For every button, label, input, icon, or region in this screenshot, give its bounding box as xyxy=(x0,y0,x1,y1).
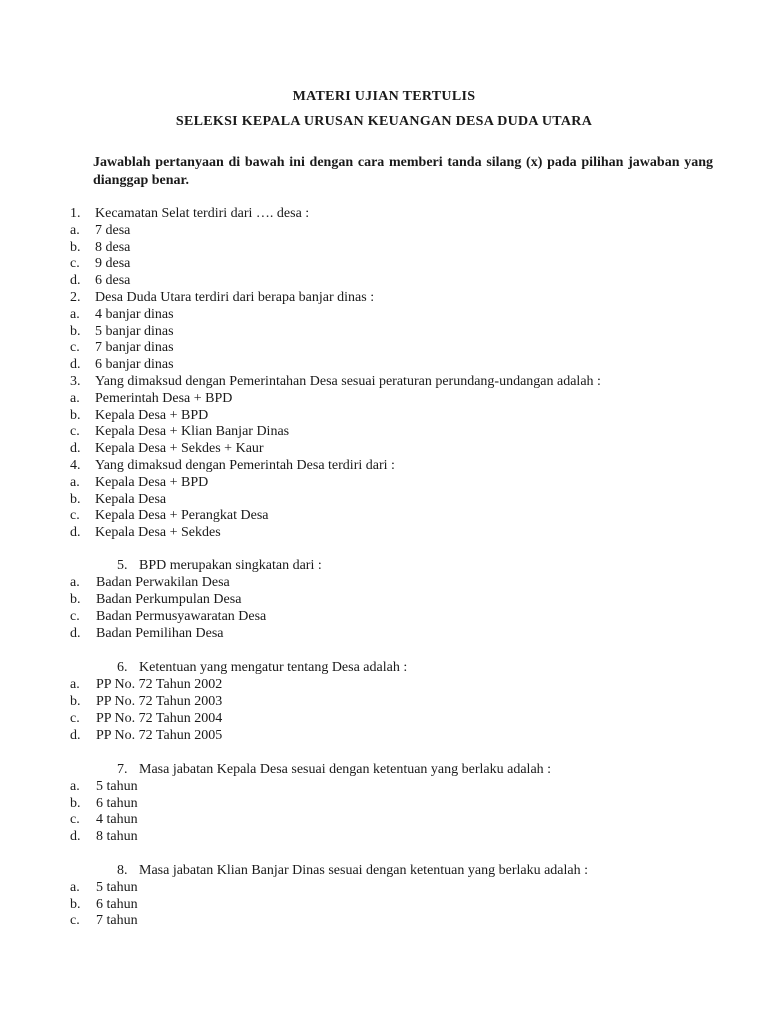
answer-option[interactable] xyxy=(0,272,768,289)
option-text: 7 banjar dinas xyxy=(95,340,174,356)
question-7 xyxy=(0,761,768,778)
option-text: 5 tahun xyxy=(96,879,138,895)
answer-option[interactable] xyxy=(0,423,768,440)
question-text: Yang dimaksud dengan Pemerintahan Desa sesuai peraturan perundang-undangan adalah : xyxy=(95,374,601,389)
answer-option[interactable] xyxy=(0,795,768,812)
answer-option[interactable] xyxy=(0,306,768,323)
option-letter: a. xyxy=(70,879,80,895)
option-letter: d. xyxy=(70,441,81,457)
question-text: Masa jabatan Klian Banjar Dinas sesuai dengan ketentuan yang berlaku adalah : xyxy=(139,863,589,878)
option-text: 6 banjar dinas xyxy=(95,357,174,373)
option-letter: b. xyxy=(70,323,81,339)
answer-option[interactable] xyxy=(0,676,768,693)
option-text: Badan Perkumpulan Desa xyxy=(96,591,242,607)
question-text: Ketentuan yang mengatur tentang Desa adalah : xyxy=(139,660,408,675)
question-number: 2. xyxy=(70,290,81,305)
option-letter: d. xyxy=(70,525,81,541)
question-6 xyxy=(0,659,768,676)
option-text: 5 banjar dinas xyxy=(95,323,174,339)
option-letter: b. xyxy=(70,591,81,607)
option-text: Kepala Desa + Sekdes xyxy=(95,525,221,541)
option-letter: d. xyxy=(70,273,81,289)
option-text: Badan Permusyawaratan Desa xyxy=(96,608,267,624)
option-letter: a. xyxy=(70,306,80,322)
question-text: Masa jabatan Kepala Desa sesuai dengan ketentuan yang berlaku adalah : xyxy=(139,762,552,777)
answer-option[interactable] xyxy=(0,828,768,845)
answer-option[interactable] xyxy=(0,625,768,642)
question-5 xyxy=(0,557,768,574)
question-text: Kecamatan Selat terdiri dari …. desa : xyxy=(95,206,310,221)
option-letter: d. xyxy=(70,357,81,373)
question-number: 6. xyxy=(117,660,128,675)
question-number: 4. xyxy=(70,458,81,473)
option-text: 7 tahun xyxy=(96,913,138,929)
question-number: 5. xyxy=(117,558,128,573)
answer-option[interactable] xyxy=(0,524,768,541)
option-text: 8 tahun xyxy=(96,829,138,845)
option-letter: d. xyxy=(70,829,81,845)
option-letter: a. xyxy=(70,390,80,406)
option-text: PP No. 72 Tahun 2004 xyxy=(96,710,223,726)
option-letter: c. xyxy=(70,812,80,828)
option-text: PP No. 72 Tahun 2003 xyxy=(96,693,223,709)
answer-option[interactable] xyxy=(0,323,768,340)
question-2 xyxy=(0,289,768,306)
option-letter: b. xyxy=(70,491,81,507)
answer-option[interactable] xyxy=(0,390,768,407)
answer-option[interactable] xyxy=(0,608,768,625)
answer-option[interactable] xyxy=(0,710,768,727)
option-text: 6 tahun xyxy=(96,795,138,811)
option-text: PP No. 72 Tahun 2002 xyxy=(96,676,223,692)
answer-option[interactable] xyxy=(0,440,768,457)
answer-option[interactable] xyxy=(0,896,768,913)
option-letter: c. xyxy=(70,340,80,356)
option-letter: c. xyxy=(70,424,80,440)
question-text: BPD merupakan singkatan dari : xyxy=(139,558,322,573)
option-text: 4 tahun xyxy=(96,812,138,828)
answer-option[interactable] xyxy=(0,727,768,744)
answer-option[interactable] xyxy=(0,912,768,929)
option-text: 7 desa xyxy=(95,222,131,238)
answer-option[interactable] xyxy=(0,356,768,373)
option-letter: d. xyxy=(70,625,81,641)
answer-option[interactable] xyxy=(0,574,768,591)
option-letter: c. xyxy=(70,913,80,929)
option-letter: b. xyxy=(70,693,81,709)
answer-option[interactable] xyxy=(0,778,768,795)
option-text: 6 tahun xyxy=(96,896,138,912)
option-text: Kepala Desa + Sekdes + Kaur xyxy=(95,441,264,457)
option-text: Kepala Desa + BPD xyxy=(95,407,209,423)
option-text: Kepala Desa + Perangkat Desa xyxy=(95,508,269,524)
option-letter: d. xyxy=(70,727,81,743)
answer-option[interactable] xyxy=(0,474,768,491)
question-3 xyxy=(0,373,768,390)
option-letter: c. xyxy=(70,608,80,624)
option-letter: b. xyxy=(70,795,81,811)
option-text: 6 desa xyxy=(95,273,131,289)
option-text: Kepala Desa + Klian Banjar Dinas xyxy=(95,424,290,440)
option-letter: a. xyxy=(70,222,80,238)
question-number: 7. xyxy=(117,762,128,777)
answer-option[interactable] xyxy=(0,255,768,272)
option-text: PP No. 72 Tahun 2005 xyxy=(96,727,223,743)
question-4 xyxy=(0,457,768,474)
question-1 xyxy=(0,205,768,222)
answer-option[interactable] xyxy=(0,222,768,239)
option-letter: b. xyxy=(70,896,81,912)
option-text: Kepala Desa xyxy=(95,491,167,507)
answer-option[interactable] xyxy=(0,591,768,608)
page-title: MATERI UJIAN TERTULIS xyxy=(292,89,476,104)
answer-option[interactable] xyxy=(0,693,768,710)
option-text: Badan Perwakilan Desa xyxy=(96,574,230,590)
option-letter: a. xyxy=(70,778,80,794)
option-letter: b. xyxy=(70,407,81,423)
option-text: 8 desa xyxy=(95,239,131,255)
option-text: Badan Pemilihan Desa xyxy=(96,625,224,641)
answer-option[interactable] xyxy=(0,339,768,356)
question-number: 1. xyxy=(70,206,81,221)
page-subtitle: SELEKSI KEPALA URUSAN KEUANGAN DESA DUDA UTARA xyxy=(175,114,593,129)
answer-option[interactable] xyxy=(0,491,768,508)
option-text: Pemerintah Desa + BPD xyxy=(95,390,233,406)
question-8 xyxy=(0,862,768,879)
instruction-text: Jawablah pertanyaan di bawah ini dengan cara memberi tanda silang (x) pada pilihan jawaban yang dianggap benar. xyxy=(93,155,713,188)
answer-option[interactable] xyxy=(0,239,768,256)
option-text: Kepala Desa + BPD xyxy=(95,474,209,490)
option-letter: a. xyxy=(70,676,80,692)
answer-option[interactable] xyxy=(0,811,768,828)
option-letter: a. xyxy=(70,574,80,590)
option-letter: b. xyxy=(70,239,81,255)
option-text: 9 desa xyxy=(95,256,131,272)
option-letter: c. xyxy=(70,710,80,726)
option-text: 5 tahun xyxy=(96,778,138,794)
option-letter: c. xyxy=(70,508,80,524)
option-letter: c. xyxy=(70,256,80,272)
answer-option[interactable] xyxy=(0,407,768,424)
option-letter: a. xyxy=(70,474,80,490)
answer-option[interactable] xyxy=(0,507,768,524)
question-number: 3. xyxy=(70,374,81,389)
question-text: Yang dimaksud dengan Pemerintah Desa terdiri dari : xyxy=(95,458,395,473)
question-number: 8. xyxy=(117,863,128,878)
answer-option[interactable] xyxy=(0,879,768,896)
question-text: Desa Duda Utara terdiri dari berapa banjar dinas : xyxy=(95,290,375,305)
option-text: 4 banjar dinas xyxy=(95,306,174,322)
